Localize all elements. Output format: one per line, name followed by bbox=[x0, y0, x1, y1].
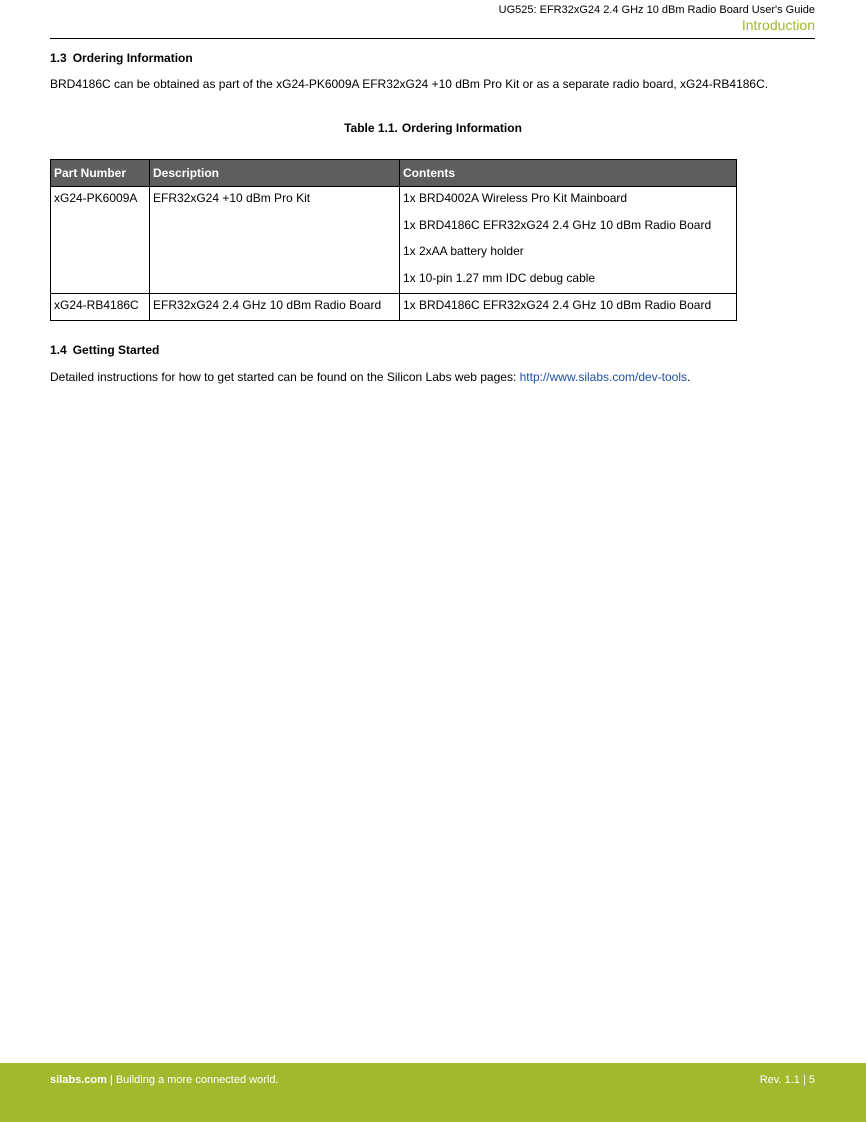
table-caption-title: Ordering Information bbox=[401, 121, 522, 135]
contents-item: 1x 10-pin 1.27 mm IDC debug cable bbox=[403, 270, 596, 285]
description-value: EFR32xG24 2.4 GHz 10 dBm Radio Board bbox=[153, 297, 382, 312]
table-cell-description bbox=[150, 293, 400, 320]
page-footer bbox=[0, 1063, 866, 1122]
document-title: UG525: EFR32xG24 2.4 GHz 10 dBm Radio Board User's Guide bbox=[498, 4, 815, 16]
description-value: EFR32xG24 +10 dBm Pro Kit bbox=[153, 191, 311, 205]
revision-label: Rev. 1.1 bbox=[759, 1074, 800, 1086]
section-heading-getting-started bbox=[50, 343, 159, 358]
section-number: 1.3 bbox=[50, 51, 67, 65]
table-cell-description bbox=[150, 187, 400, 294]
column-header-part-number: Part Number bbox=[51, 160, 150, 187]
section-number: 1.4 bbox=[50, 343, 67, 357]
ordering-table bbox=[50, 159, 737, 321]
dev-tools-link[interactable]: http://www.silabs.com/dev-tools bbox=[519, 370, 688, 384]
column-header-description: Description bbox=[150, 160, 400, 187]
table-caption bbox=[0, 121, 866, 136]
footer-tagline: Building a more connected world. bbox=[115, 1074, 279, 1086]
table-row bbox=[51, 293, 737, 320]
part-number-value: xG24-RB4186C bbox=[54, 297, 139, 312]
page-header bbox=[50, 4, 815, 39]
ordering-paragraph: BRD4186C can be obtained as part of the xG24-PK6009A EFR32xG24 +10 dBm Pro Kit or as a separate radio board, xG24-RB4186C. bbox=[50, 77, 769, 91]
footer-revision-page bbox=[760, 1073, 815, 1087]
table-row bbox=[51, 187, 737, 294]
contents-item: 1x 2xAA battery holder bbox=[403, 244, 524, 258]
section-title: Getting Started bbox=[72, 343, 160, 357]
section-title: Ordering Information bbox=[72, 51, 193, 65]
page-number: 5 bbox=[808, 1074, 815, 1086]
table-caption-number: Table 1.1. bbox=[344, 121, 398, 135]
getting-started-text: Detailed instructions for how to get started can be found on the Silicon Labs web pages: bbox=[50, 370, 520, 384]
getting-started-period: . bbox=[687, 370, 691, 384]
header-section-name: Introduction bbox=[741, 17, 815, 33]
table-header-row bbox=[51, 160, 737, 187]
footer-branding bbox=[50, 1073, 279, 1087]
contents-item: 1x BRD4002A Wireless Pro Kit Mainboard bbox=[403, 191, 628, 205]
contents-item: 1x BRD4186C EFR32xG24 2.4 GHz 10 dBm Radio Board bbox=[403, 297, 712, 312]
table-cell-part-number bbox=[51, 293, 150, 320]
page-separator: | bbox=[799, 1074, 809, 1086]
table-cell-part-number bbox=[51, 187, 150, 294]
table-cell-contents bbox=[400, 187, 737, 294]
footer-separator: | bbox=[106, 1074, 116, 1086]
footer-site[interactable]: silabs.com bbox=[50, 1074, 107, 1086]
contents-item: 1x BRD4186C EFR32xG24 2.4 GHz 10 dBm Radio Board bbox=[403, 217, 712, 232]
getting-started-paragraph bbox=[50, 370, 690, 385]
column-header-contents: Contents bbox=[400, 160, 737, 187]
part-number-value: xG24-PK6009A bbox=[54, 191, 138, 205]
section-heading-ordering bbox=[50, 51, 193, 66]
table-cell-contents bbox=[400, 293, 737, 320]
